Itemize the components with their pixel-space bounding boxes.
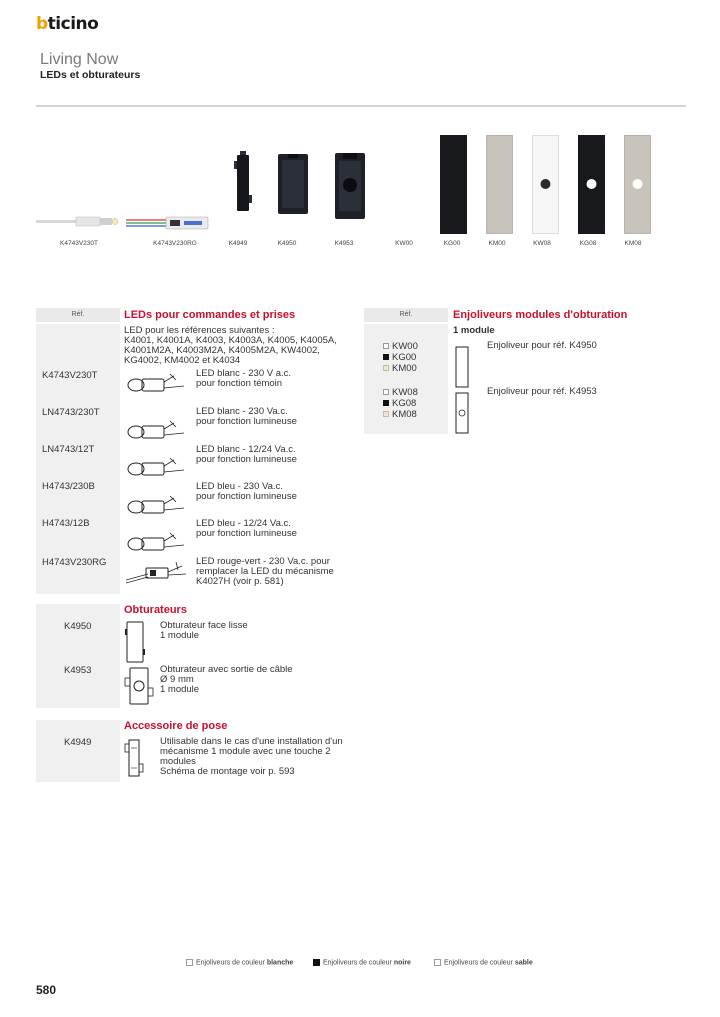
led-description: LED blanc - 230 V a.c. pour fonction témoin bbox=[196, 368, 292, 389]
led-k4743v230t-image bbox=[36, 213, 120, 231]
left-ref-column-leds bbox=[36, 324, 120, 594]
led-description: LED blanc - 12/24 Va.c. pour fonction lumineuse bbox=[196, 444, 297, 465]
legend-black: Enjoliveurs de couleur noire bbox=[313, 959, 411, 966]
left-ref-header: Réf. bbox=[36, 308, 120, 322]
black-swatch-icon bbox=[383, 354, 389, 360]
led-description: LED bleu - 230 Va.c. pour fonction lumineuse bbox=[196, 481, 297, 502]
legend-white: Enjoliveurs de couleur blanche bbox=[186, 959, 293, 966]
obturateur-description: Obturateur face lisse 1 module bbox=[160, 620, 248, 641]
color-code-sand: KM00 bbox=[383, 363, 417, 374]
legend-sand: Enjoliveurs de couleur sable bbox=[434, 959, 533, 966]
k4950-drawing bbox=[124, 621, 146, 663]
led-icon bbox=[126, 372, 186, 394]
led-icon bbox=[126, 494, 186, 516]
obturateur-description: Obturateur avec sortie de câble Ø 9 mm 1 module bbox=[160, 664, 293, 695]
caption-kw08: KW08 bbox=[533, 240, 551, 247]
enjoliveurs-section-title: Enjoliveurs modules d'obturation bbox=[453, 309, 628, 321]
enjoliveur-description: Enjoliveur pour réf. K4953 bbox=[487, 386, 597, 397]
leds-intro: LED pour les références suivantes : K4001, K4001A, K4003, K4003A, K4005, K4005A, K4001M2A, K4003M2A, K4005M2A, KW4002, KG4002, KM4002 et K4034 bbox=[124, 325, 337, 366]
obturateurs-section-title: Obturateurs bbox=[124, 604, 187, 616]
led-ref: LN4743/230T bbox=[42, 407, 100, 418]
left-ref-column-obturateurs bbox=[36, 604, 120, 708]
k4953-drawing bbox=[124, 666, 156, 706]
k4953-shutter-image bbox=[333, 151, 367, 221]
sand-swatch-icon bbox=[383, 365, 389, 371]
obturateur-ref: K4953 bbox=[64, 665, 92, 676]
accessoire-description: Utilisable dans le cas d'une installation d'un mécanisme 1 module avec une touche 2 modules Schéma de montage voir p. 593 bbox=[160, 736, 343, 777]
led-ref: H4743/12B bbox=[42, 518, 90, 529]
cover-plain-drawing bbox=[455, 346, 469, 388]
color-code-sand: KM08 bbox=[383, 409, 417, 420]
led-description: LED bleu - 12/24 Va.c. pour fonction lumineuse bbox=[196, 518, 297, 539]
color-code-black: KG00 bbox=[383, 352, 416, 363]
caption-k4949: K4949 bbox=[228, 240, 248, 247]
caption-km08: KM08 bbox=[624, 240, 642, 247]
led-k4743v230rg-image bbox=[126, 214, 212, 234]
caption-k4743v230rg: K4743V230RG bbox=[153, 240, 197, 247]
led-ref: K4743V230T bbox=[42, 370, 98, 381]
led-rg-icon bbox=[126, 560, 188, 584]
page-subtitle: LEDs et obturateurs bbox=[40, 69, 141, 81]
cover-km08-image bbox=[624, 135, 651, 234]
cover-kg00-image bbox=[486, 135, 513, 234]
left-ref-column-accessoire bbox=[36, 720, 120, 782]
enjoliveur-description: Enjoliveur pour réf. K4950 bbox=[487, 340, 597, 351]
cover-kw00-image bbox=[440, 135, 467, 234]
caption-kg00: KG00 bbox=[443, 240, 461, 247]
white-swatch-icon bbox=[383, 389, 389, 395]
page-title: Living Now bbox=[40, 51, 119, 68]
brand-logo: bticino bbox=[36, 14, 99, 34]
cover-kg08-image bbox=[578, 135, 605, 234]
cover-hole-drawing bbox=[455, 392, 469, 434]
black-swatch-icon bbox=[313, 959, 320, 966]
enjoliveurs-subheading: 1 module bbox=[453, 325, 495, 336]
caption-kw00: KW00 bbox=[395, 240, 413, 247]
right-ref-header: Réf. bbox=[364, 308, 448, 322]
k4950-shutter-image bbox=[276, 152, 310, 216]
sand-swatch-icon bbox=[434, 959, 441, 966]
k4949-accessory-image bbox=[234, 151, 252, 215]
white-swatch-icon bbox=[186, 959, 193, 966]
led-ref: LN4743/12T bbox=[42, 444, 95, 455]
leds-section-title: LEDs pour commandes et prises bbox=[124, 309, 296, 321]
caption-kg08: KG08 bbox=[579, 240, 597, 247]
color-code-white: KW08 bbox=[383, 387, 418, 398]
header-divider bbox=[36, 105, 686, 107]
led-icon bbox=[126, 531, 186, 553]
led-ref: H4743V230RG bbox=[42, 557, 107, 568]
accessoire-section-title: Accessoire de pose bbox=[124, 720, 228, 732]
caption-k4953: K4953 bbox=[334, 240, 354, 247]
page-number: 580 bbox=[36, 983, 57, 997]
color-code-white: KW00 bbox=[383, 341, 418, 352]
sand-swatch-icon bbox=[383, 411, 389, 417]
led-icon bbox=[126, 456, 186, 478]
led-icon bbox=[126, 419, 186, 441]
k4949-drawing bbox=[124, 738, 144, 778]
led-description: LED rouge-vert - 230 Va.c. pour remplacer la LED du mécanisme K4027H (voir p. 581) bbox=[196, 556, 334, 587]
caption-k4950: K4950 bbox=[277, 240, 297, 247]
black-swatch-icon bbox=[383, 400, 389, 406]
color-code-black: KG08 bbox=[383, 398, 416, 409]
accessoire-ref: K4949 bbox=[64, 737, 92, 748]
led-description: LED blanc - 230 Va.c. pour fonction lumineuse bbox=[196, 406, 297, 427]
caption-k4743v230t: K4743V230T bbox=[60, 240, 98, 247]
cover-kw08-image bbox=[532, 135, 559, 234]
white-swatch-icon bbox=[383, 343, 389, 349]
caption-km00: KM00 bbox=[488, 240, 506, 247]
led-ref: H4743/230B bbox=[42, 481, 95, 492]
obturateur-ref: K4950 bbox=[64, 621, 92, 632]
